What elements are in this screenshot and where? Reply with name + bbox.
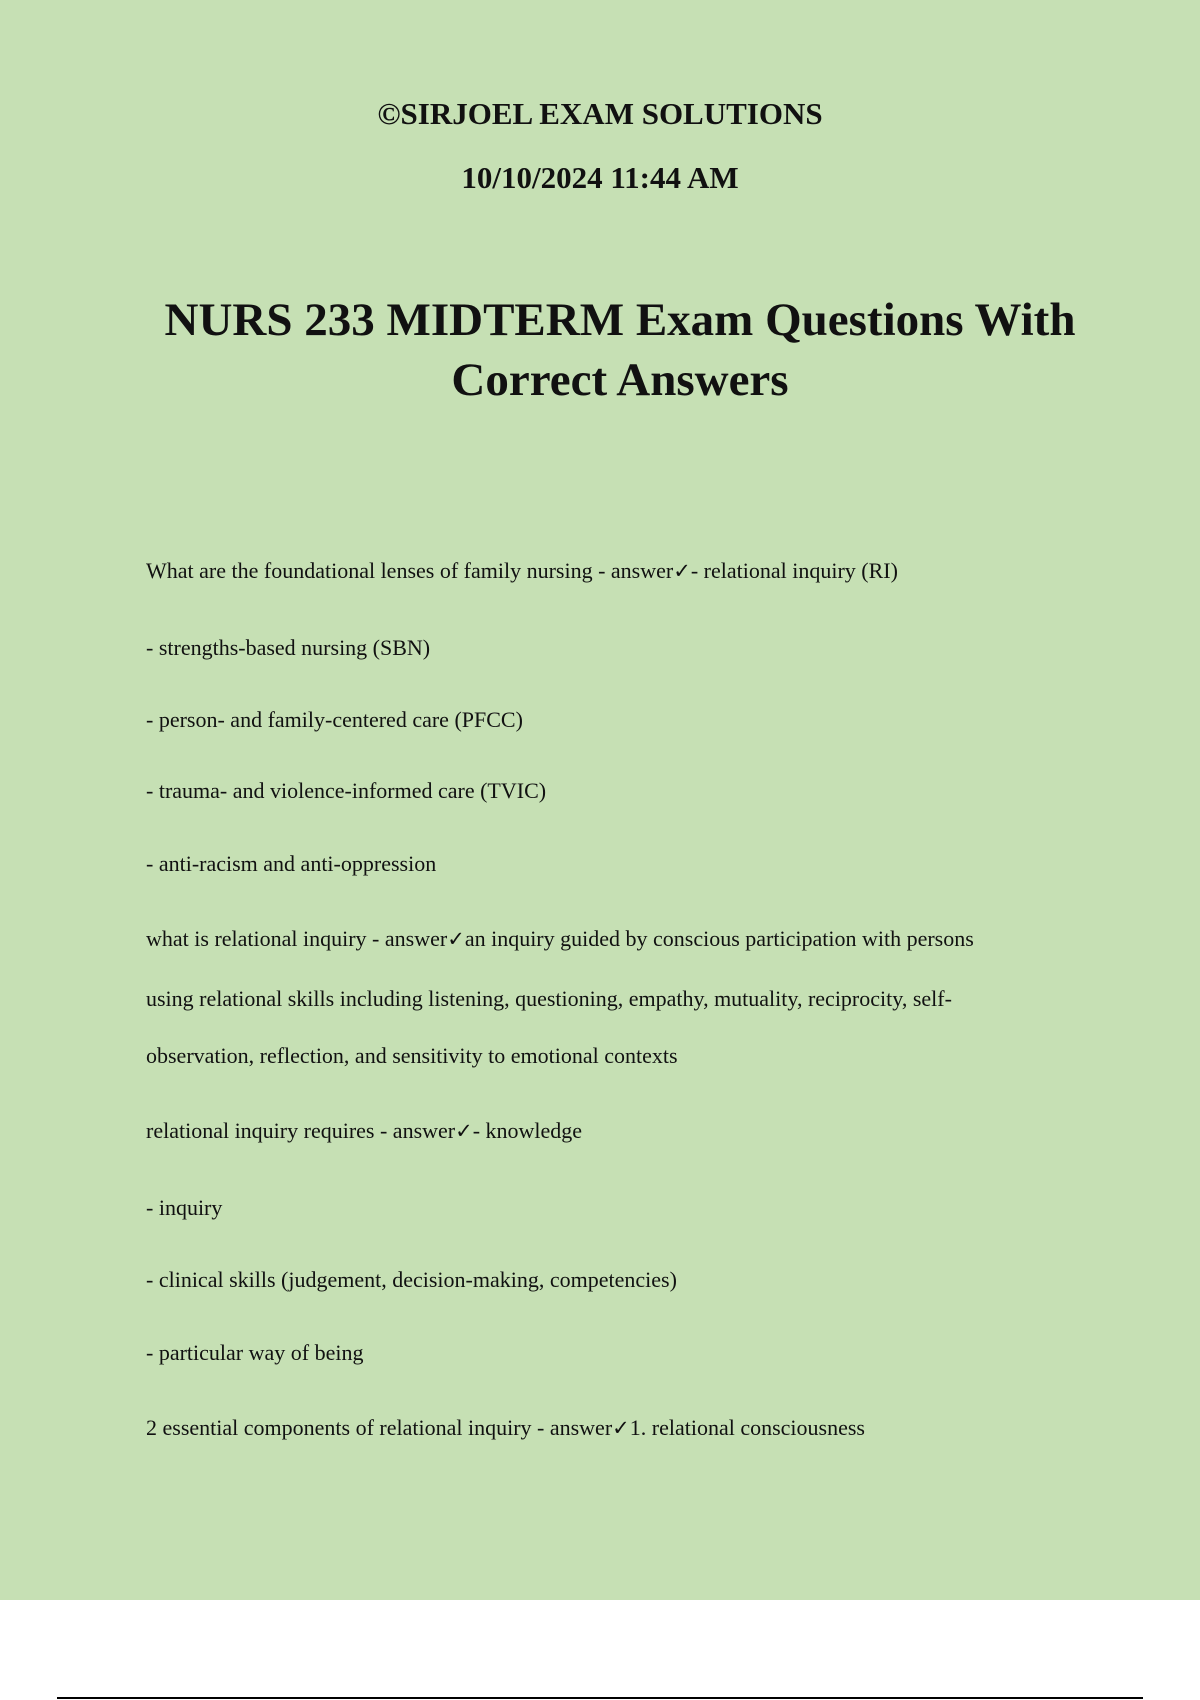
question-3-text: relational inquiry requires - answer	[146, 1118, 456, 1143]
title-line-2: Correct Answers	[451, 354, 789, 406]
list-item: - clinical skills (judgement, decision-making, competencies)	[146, 1267, 677, 1292]
list-item: - inquiry	[146, 1195, 223, 1220]
answer-3-text: - knowledge	[472, 1118, 583, 1143]
list-item: - strengths-based nursing (SBN)	[146, 635, 431, 660]
page-title	[130, 290, 1110, 410]
checkmark-icon: ✓	[455, 1119, 473, 1143]
list-item: - person- and family-centered care (PFCC)	[146, 707, 523, 732]
question-3	[146, 1118, 582, 1144]
answer-2-continuation: using relational skills including listening, questioning, empathy, mutuality, reciprocity, self-	[146, 986, 952, 1011]
question-2	[146, 926, 974, 952]
list-item: - anti-racism and anti-oppression	[146, 851, 437, 876]
answer-4-text: 1. relational consciousness	[629, 1415, 865, 1440]
question-1	[146, 558, 898, 584]
answer-1-text: - relational inquiry (RI)	[690, 558, 898, 583]
question-4-text: 2 essential components of relational inquiry - answer	[146, 1415, 613, 1440]
list-item: - trauma- and violence-informed care (TVIC)	[146, 778, 547, 803]
question-1-text: What are the foundational lenses of family nursing - answer	[146, 558, 674, 583]
list-item: - particular way of being	[146, 1340, 364, 1365]
answer-2-text: an inquiry guided by conscious participation with persons	[464, 926, 974, 951]
checkmark-icon: ✓	[612, 1416, 630, 1440]
title-line-1: NURS 233 MIDTERM Exam Questions With	[164, 294, 1076, 346]
answer-2-continuation: observation, reflection, and sensitivity to emotional contexts	[146, 1043, 678, 1068]
question-2-text: what is relational inquiry - answer	[146, 926, 448, 951]
brand-header: ©SIRJOEL EXAM SOLUTIONS	[377, 96, 823, 131]
date-time-header: 10/10/2024 11:44 AM	[461, 160, 739, 195]
question-4	[146, 1415, 865, 1441]
checkmark-icon: ✓	[447, 927, 465, 951]
footer-divider	[57, 1697, 1143, 1699]
checkmark-icon: ✓	[673, 559, 691, 583]
